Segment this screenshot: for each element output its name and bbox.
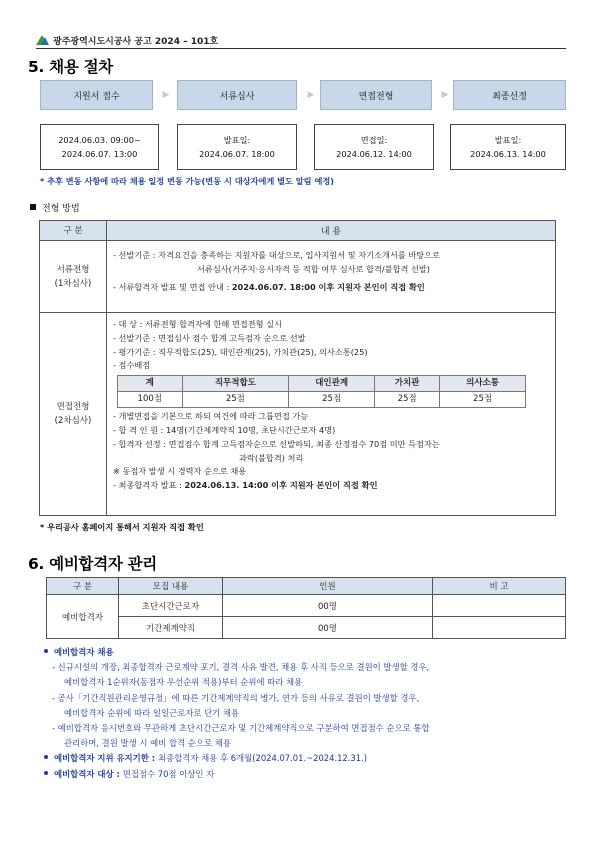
document-header — [36, 33, 566, 47]
content-line: ※ 동점자 발생 시 경력자 순으로 채용 — [113, 466, 247, 477]
content-line: - 개별면접을 기본으로 하되 여건에 따라 그룹면접 가능 — [113, 411, 309, 422]
date-line: 발표일: — [494, 135, 522, 145]
content-line — [113, 479, 549, 493]
date-line: 2024.06.07. 18:00 — [199, 149, 275, 159]
step-label: 지원서 접수 — [73, 91, 120, 102]
table-row — [47, 595, 566, 617]
content-line: - 합격자 선정 : 면접점수 합계 고득점자순으로 선발하되, 최종 산정점수 70점 미만 득점자는 — [113, 438, 440, 449]
step-application — [40, 80, 153, 110]
arrow-icon: ▶ — [441, 90, 449, 100]
recruitment-type: 초단시간근로자 — [119, 595, 223, 617]
step-interview — [320, 80, 432, 110]
row-label-line: (1차심사) — [54, 278, 92, 289]
content-line: - 선발기준 : 면접심사 점수 합계 고득점자 순으로 선발 — [113, 332, 306, 343]
bullet-icon — [44, 755, 48, 759]
recruitment-type: 기간제계약직 — [119, 617, 223, 639]
arrow-icon: ▶ — [307, 90, 315, 100]
col-header-remarks: 비 고 — [433, 578, 566, 595]
row-content — [107, 241, 556, 313]
score-value: 100점 — [118, 392, 183, 408]
content-line — [113, 281, 549, 295]
reserve-policy-list — [44, 645, 574, 782]
headcount: 00명 — [223, 595, 433, 617]
date-final-selection — [450, 124, 566, 170]
score-value: 25점 — [375, 392, 440, 408]
content-line: - 평가기준 : 직무적합도(25), 대인관계(25), 가치관(25), 의사소통(25) — [113, 346, 368, 357]
score-header: 직무적합도 — [182, 376, 289, 392]
text-segment-bold: 2024.06.07. 18:00 이후 지원자 본인이 직접 확인 — [231, 281, 425, 292]
score-header: 대인관계 — [289, 376, 375, 392]
row-label-line: 서류전형 — [56, 264, 90, 275]
row-label — [40, 313, 107, 516]
col-header-category: 구 분 — [47, 578, 119, 595]
selection-method-table — [39, 220, 556, 516]
col-header-recruitment: 모집 내용 — [119, 578, 223, 595]
list-line: 예비합격자 순위에 따라 일일근로자로 단기 채용 — [64, 707, 240, 718]
content-line: - 합 격 인 원 : 14명(기간제계약직 10명, 초단시간근로자 4명) — [113, 424, 336, 435]
col-header-headcount: 인원 — [223, 578, 433, 595]
score-header-row — [118, 376, 526, 392]
score-table — [117, 375, 526, 408]
text-segment-bold: 2024.06.13. 14:00 이후 지원자 본인이 직접 확인 — [184, 480, 378, 491]
table-row — [47, 617, 566, 639]
date-line: 면접일: — [360, 135, 388, 145]
list-item — [44, 645, 574, 660]
list-line: - 예비합격자 응시번호와 무관하게 초단시간근로자 및 기간제계약직으로 구분하여 면접점수 순으로 통합 — [52, 723, 430, 734]
score-header: 의사소통 — [440, 376, 526, 392]
company-logo-icon — [36, 33, 49, 46]
score-header: 계 — [118, 376, 183, 392]
step-document-review — [177, 80, 297, 110]
remarks — [433, 617, 566, 639]
step-label: 최종선정 — [492, 91, 527, 102]
date-line: 2024.06.13. 14:00 — [470, 149, 546, 159]
list-line: - 신규시설의 개장, 최종합격자 근로계약 포기, 결격 사유 발견, 채용 후 사직 등으로 결원이 발생할 경우, — [52, 662, 430, 673]
schedule-change-note: * 추후 변동 사항에 따라 채용 일정 변동 가능(변동 시 대상자에게 별도 알림 예정) — [40, 176, 335, 186]
list-item-label: 예비합격자 대상 : — [54, 768, 123, 779]
subhead-text: 전형 방법 — [42, 204, 80, 214]
score-value: 25점 — [440, 392, 526, 408]
list-item-text: 면접점수 70점 이상인 자 — [122, 768, 215, 779]
selection-method-heading — [30, 201, 80, 214]
list-line: 관리하며, 결원 발생 시 예비 합격 순으로 채용 — [64, 738, 231, 749]
announcement-number: 광주광역시도시공사 공고 2024 – 101호 — [53, 37, 219, 47]
step-label: 서류심사 — [219, 91, 255, 102]
section-5-title: 5. 채용 절차 — [28, 58, 113, 76]
date-line: 2024.06.12. 14:00 — [336, 149, 412, 159]
arrow-icon: ▶ — [162, 90, 170, 100]
list-item-text: 예비합격자 채용 — [54, 647, 114, 657]
group-label: 예비합격자 — [47, 595, 119, 639]
square-bullet-icon — [30, 204, 36, 210]
headcount: 00명 — [223, 617, 433, 639]
remarks — [433, 595, 566, 617]
list-line: 예비합격자 1순위자(동점자 우선순위 적용)부터 순위에 따라 채용 — [64, 677, 303, 688]
bullet-icon — [44, 649, 48, 653]
col-header-content: 내 용 — [107, 221, 556, 241]
text-segment: - 서류합격자 발표 및 면접 안내 : — [113, 281, 232, 292]
reserve-candidate-table — [46, 577, 566, 639]
section-6-title: 6. 예비합격자 관리 — [28, 555, 157, 573]
score-value: 25점 — [182, 392, 289, 408]
text-segment: - 최종합격자 발표 : — [113, 480, 185, 491]
list-item — [44, 751, 574, 766]
content-line: 서류심사(거주지·응시자격 등 적합 여부 심사로 합격/불합격 선발) — [197, 263, 431, 274]
content-line: - 선발기준 : 자격요건을 충족하는 지원자를 대상으로, 입사지원서 및 자기소개서를 바탕으로 — [113, 250, 440, 260]
col-header-category: 구 분 — [40, 221, 107, 241]
homepage-check-note: * 우리공사 홈페이지 통해서 지원자 직접 확인 — [40, 522, 204, 532]
step-final-selection — [453, 80, 566, 110]
table-row-document-screening — [40, 241, 556, 313]
list-item — [44, 767, 574, 782]
date-application — [40, 124, 159, 170]
step-label: 면접전형 — [358, 91, 394, 102]
row-label-line: 면접전형 — [56, 402, 90, 412]
row-content — [107, 313, 556, 516]
date-line: 발표일: — [223, 135, 251, 145]
row-label — [40, 241, 107, 313]
date-line: 2024.06.07. 13:00 — [61, 149, 138, 159]
content-line: - 점수배점 — [113, 360, 151, 371]
list-item-text: 최종합격자 채용 후 6개월(2024.07.01.~2024.12.31.) — [158, 753, 368, 764]
list-line: - 공사「기간직원관리운영규정」에 따른 기간제계약직의 병가, 연가 등의 사유로 결원이 발생할 경우, — [52, 692, 420, 703]
date-interview — [314, 124, 434, 170]
list-item-label: 예비합격자 지위 유지기한 : — [54, 753, 159, 764]
bullet-icon — [44, 771, 48, 775]
content-line: - 대 상 : 서류전형 합격자에 한해 면접전형 실시 — [113, 319, 282, 329]
content-line: 과락(불합격) 처리 — [239, 452, 304, 463]
score-value: 25점 — [289, 392, 375, 408]
table-row-interview — [40, 313, 556, 516]
score-value-row — [118, 392, 526, 408]
row-label-line: (2차심사) — [54, 416, 92, 426]
date-line: 2024.06.03. 09:00~ — [58, 135, 141, 145]
score-header: 가치관 — [375, 376, 440, 392]
date-document-review — [177, 124, 297, 170]
header-divider — [36, 48, 566, 49]
